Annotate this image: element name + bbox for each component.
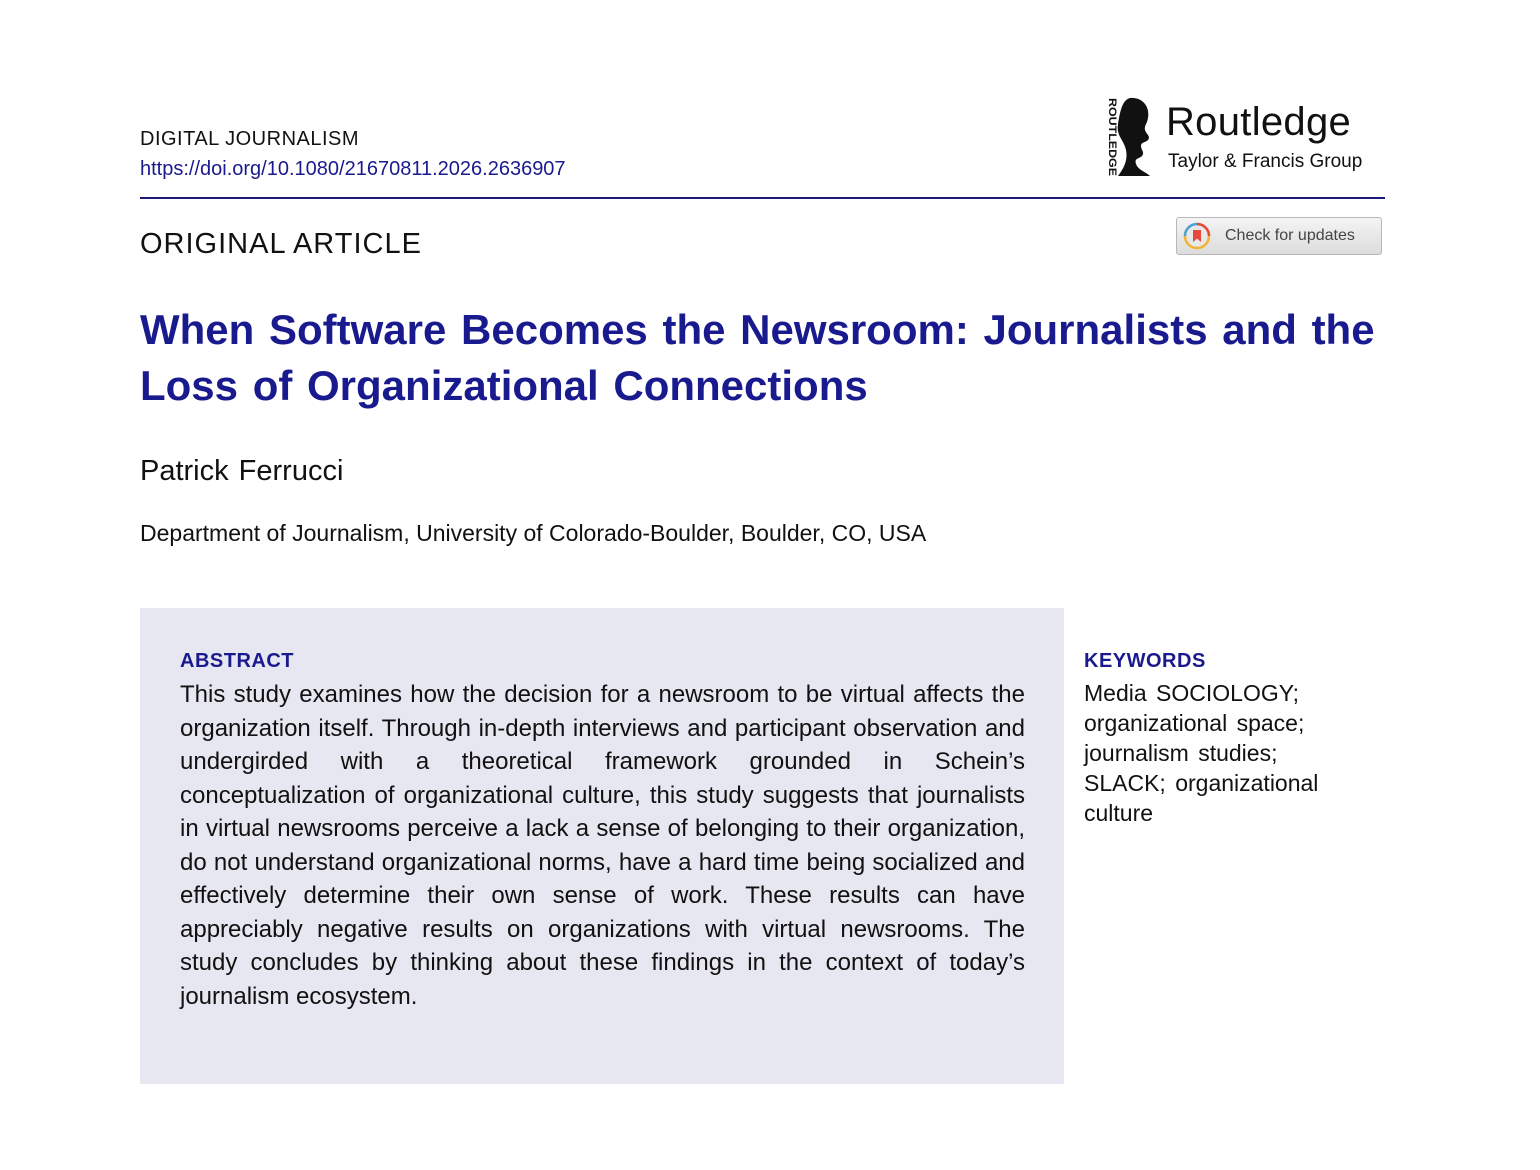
header-divider xyxy=(140,197,1385,199)
svg-text:ROUTLEDGE: ROUTLEDGE xyxy=(1106,98,1118,168)
check-for-updates-button[interactable] xyxy=(1176,217,1382,255)
author-affiliation: Department of Journalism, University of Colorado-Boulder, Boulder, CO, USA xyxy=(140,520,927,546)
routledge-head-icon xyxy=(1114,96,1156,178)
keywords-heading: KEYWORDS xyxy=(1084,650,1206,672)
publisher-group: Taylor & Francis Group xyxy=(1168,151,1363,172)
publisher-logo[interactable] xyxy=(1096,96,1386,182)
crossmark-icon xyxy=(1184,223,1210,249)
doi-link[interactable]: https://doi.org/10.1080/21670811.2026.2636907 xyxy=(140,158,566,180)
publisher-name: Routledge xyxy=(1166,100,1352,144)
keywords-list: Media SOCIOLOGY; organizational space; journalism studies; SLACK; organizational culture xyxy=(1084,680,1319,826)
abstract-heading: ABSTRACT xyxy=(180,650,294,672)
author-name[interactable]: Patrick Ferrucci xyxy=(140,455,344,487)
abstract-panel xyxy=(140,608,1064,1084)
publisher-vertical-wordmark xyxy=(1096,96,1118,178)
article-type: ORIGINAL ARTICLE xyxy=(140,228,422,260)
check-for-updates-label: Check for updates xyxy=(1225,227,1355,244)
article-title: When Software Becomes the Newsroom: Journalists and the Loss of Organizational Connections xyxy=(140,306,1375,409)
abstract-text: This study examines how the decision for a newsroom to be virtual affects the organization itself. Through in-depth interviews and participant observation and undergirded with a theoretical framework grounded in Schein’s conceptualization of organizational culture, this study suggests that journalists in virtual newsrooms perceive a lack a sense of belonging to their organization, do not understand organizational norms, have a hard time being socialized and effectively determine their own sense of work. These results can have appreciably negative results on organizations with virtual newsrooms. The study concludes by thinking about these findings in the context of today’s journalism ecosystem. xyxy=(180,681,1025,1010)
journal-name: DIGITAL JOURNALISM xyxy=(140,128,360,150)
